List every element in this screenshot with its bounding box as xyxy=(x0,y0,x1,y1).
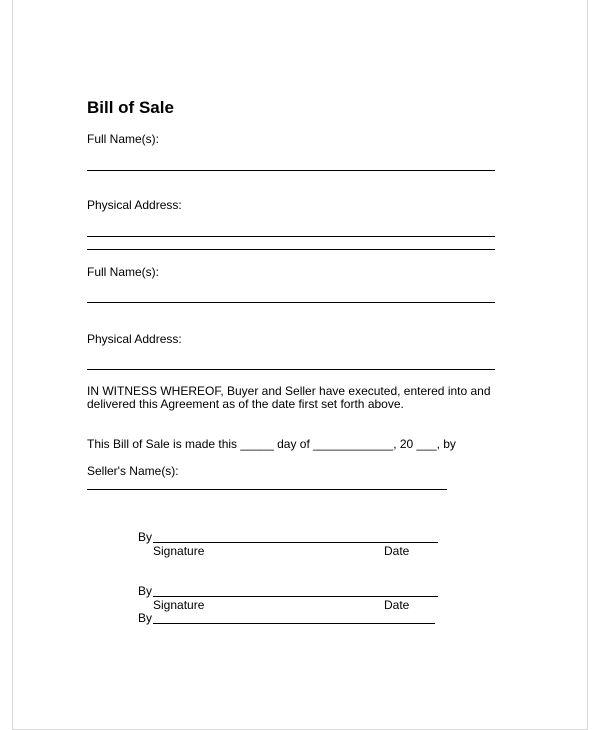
by-label-3: By xyxy=(138,611,153,625)
physical-address-label: Physical Address: xyxy=(87,198,182,212)
physical-address-label-2: Physical Address: xyxy=(87,332,182,346)
signature-line-3[interactable] xyxy=(153,623,435,624)
physical-address-line-1[interactable] xyxy=(87,236,495,237)
signature-caption-2: Signature xyxy=(153,598,205,612)
full-name-line[interactable] xyxy=(87,170,495,171)
sellers-names-line[interactable] xyxy=(87,489,447,490)
witness-paragraph-line-2: delivered this Agreement as of the date first set forth above. xyxy=(87,397,404,411)
signature-line-2[interactable] xyxy=(153,596,438,597)
full-name-line-2[interactable] xyxy=(87,302,495,303)
signature-caption-1: Signature xyxy=(153,544,205,558)
date-caption-2: Date xyxy=(384,598,410,612)
full-name-label: Full Name(s): xyxy=(87,132,160,146)
sellers-names-label: Seller's Name(s): xyxy=(87,464,179,478)
document-title: Bill of Sale xyxy=(87,98,174,117)
physical-address-line-2[interactable] xyxy=(87,249,495,250)
physical-address-line-3[interactable] xyxy=(87,369,495,370)
by-label-2: By xyxy=(138,584,153,598)
signature-line-1[interactable] xyxy=(153,542,438,543)
by-label-1: By xyxy=(138,530,153,544)
witness-paragraph-line-1: IN WITNESS WHEREOF, Buyer and Seller have executed, entered into and xyxy=(87,384,491,398)
made-date-sentence: This Bill of Sale is made this _____ day of ____________, 20 ___, by xyxy=(87,437,456,451)
full-name-label-2: Full Name(s): xyxy=(87,265,160,279)
date-caption-1: Date xyxy=(384,544,410,558)
